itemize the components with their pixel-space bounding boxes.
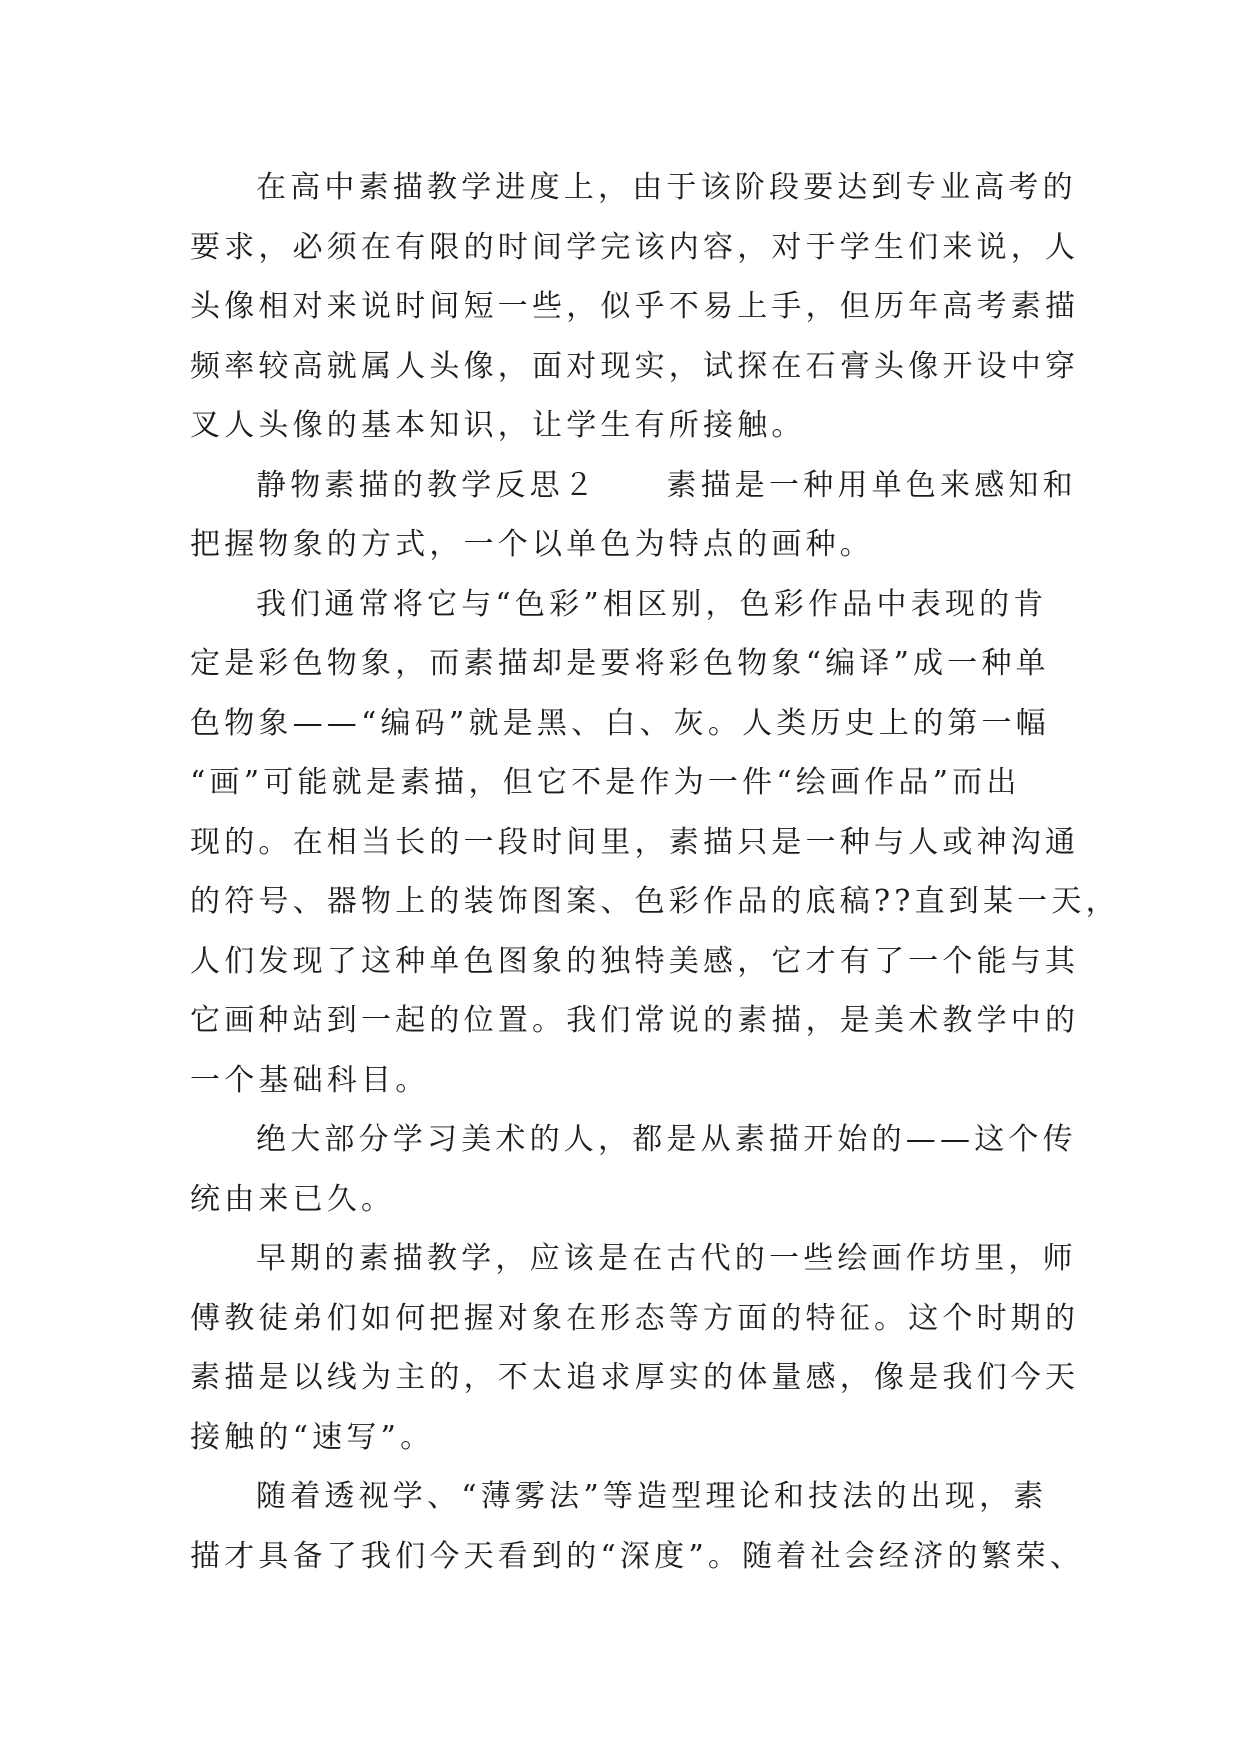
text-line: 定是彩色物象，而素描却是要将彩色物象“编译”成一种单 — [190, 646, 1050, 681]
text-line: 随着透视学、“薄雾法”等造型理论和技法的出现，素 — [256, 1479, 1048, 1514]
text-line: 接触的“速写”。 — [190, 1419, 435, 1455]
text-line: 统由来已久。 — [190, 1181, 396, 1217]
text-line: 要求，必须在有限的时间学完该内容，对于学生们来说，人 — [190, 229, 1080, 265]
text-line: 的符号、器物上的装饰图案、色彩作品的底稿??直到某一天， — [190, 884, 1120, 919]
text-line: 现的。在相当长的一段时间里，素描只是一种与人或神沟通 — [190, 824, 1080, 860]
text-line: 描才具备了我们今天看到的“深度”。随着社会经济的繁荣、 — [190, 1538, 1085, 1574]
text-line: “画”可能就是素描，但它不是作为一件“绘画作品”而出 — [190, 765, 1021, 800]
text-line: 素描是以线为主的，不太追求厚实的体量感，像是我们今天 — [190, 1360, 1080, 1395]
text-line: 头像相对来说时间短一些，似乎不易上手，但历年高考素描 — [190, 289, 1080, 324]
text-line: 一个基础科目。 — [190, 1062, 430, 1098]
text-line: 它画种站到一起的位置。我们常说的素描，是美术教学中的 — [190, 1003, 1080, 1038]
document-body — [190, 158, 1120, 1586]
text-line: 频率较高就属人头像，面对现实，试探在石膏头像开设中穿 — [190, 348, 1080, 384]
text-line: 人们发现了这种单色图象的独特美感，它才有了一个能与其 — [190, 943, 1080, 979]
text-line: 早期的素描教学，应该是在古代的一些绘画作坊里，师 — [256, 1241, 1077, 1276]
text-line: 叉人头像的基本知识，让学生有所接触。 — [190, 408, 806, 443]
text-line: 把握物象的方式，一个以单色为特点的画种。 — [190, 527, 874, 562]
text-line: 傅教徒弟们如何把握对象在形态等方面的特征。这个时期的 — [190, 1300, 1080, 1336]
text-line: 静物素描的教学反思２ 素描是一种用单色来感知和 — [256, 467, 1077, 503]
text-line: 我们通常将它与“色彩”相区别，色彩作品中表现的肯 — [256, 586, 1048, 622]
text-line: 绝大部分学习美术的人，都是从素描开始的——这个传 — [256, 1122, 1077, 1157]
text-line: 在高中素描教学进度上，由于该阶段要达到专业高考的 — [256, 170, 1077, 205]
text-line: 色物象——“编码”就是黑、白、灰。人类历史上的第一幅 — [190, 705, 1050, 741]
